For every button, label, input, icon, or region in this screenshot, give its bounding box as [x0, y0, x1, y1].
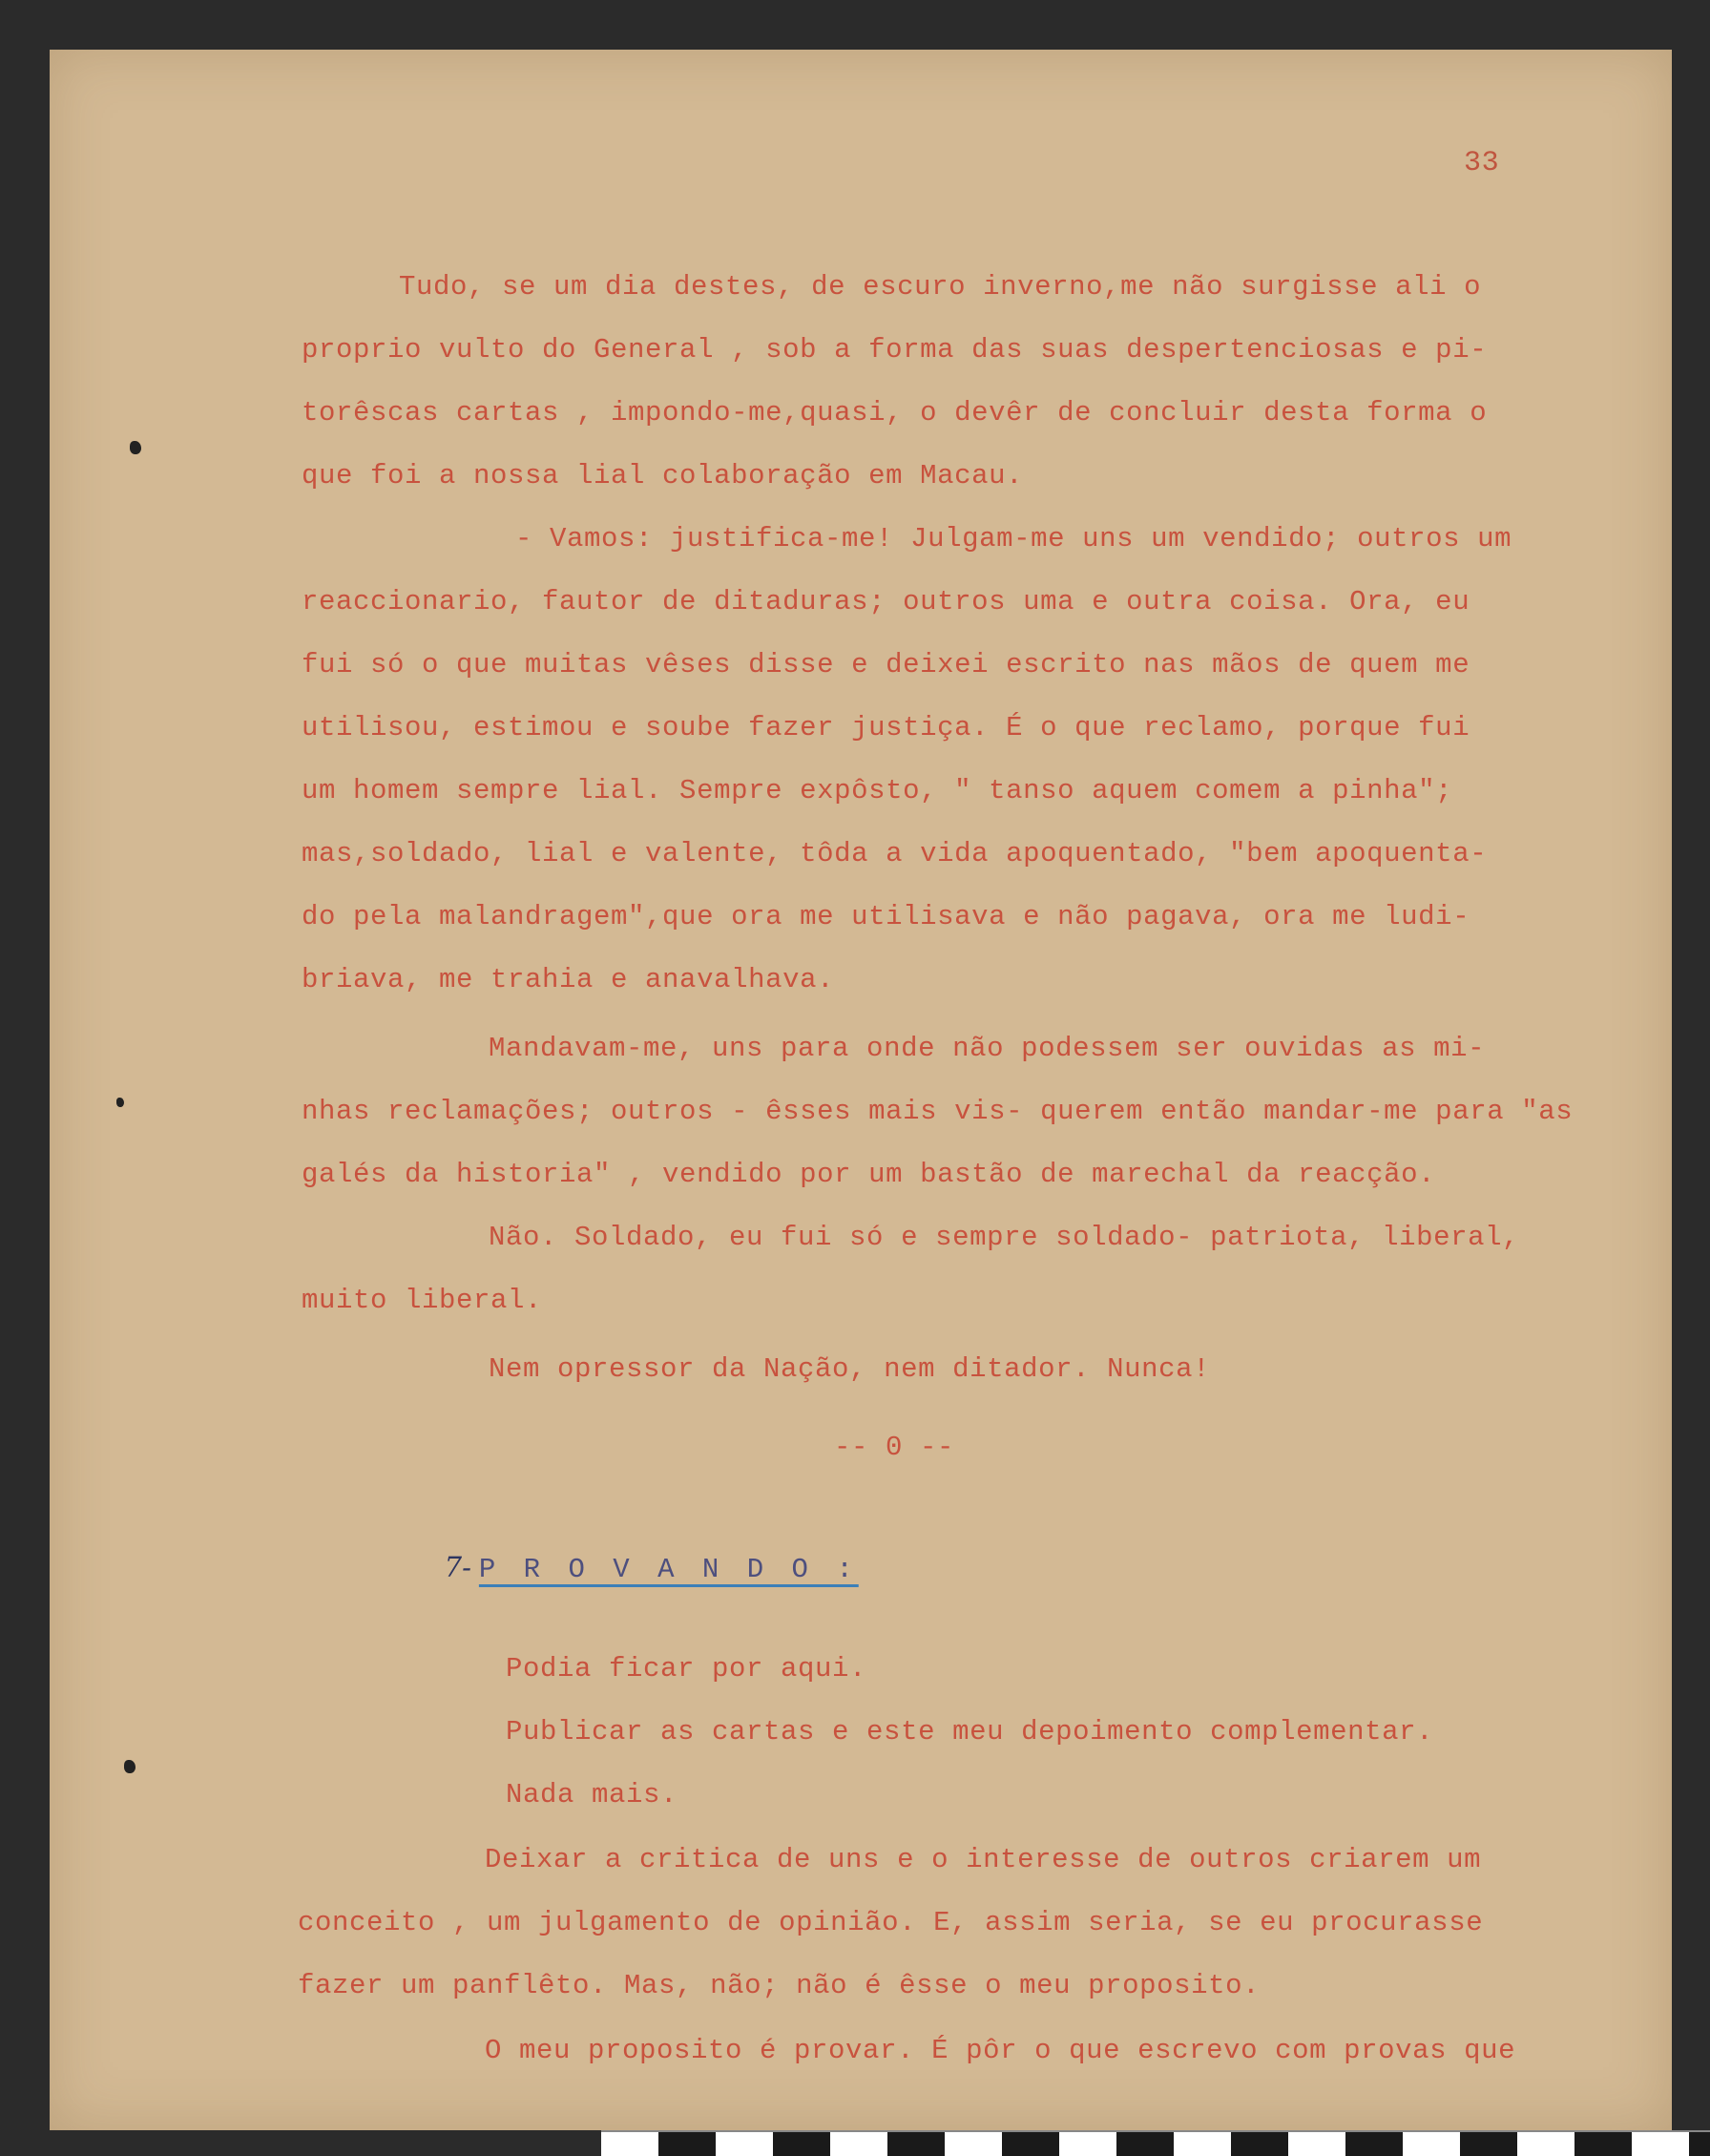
- text-line: Deixar a critica de uns e o interesse de outros criarem um: [485, 1844, 1482, 1875]
- text-line: torêscas cartas , impondo-me,quasi, o devêr de concluir desta forma o: [302, 397, 1488, 429]
- section-separator: -- 0 --: [834, 1432, 955, 1463]
- text-line: que foi a nossa lial colaboração em Macau.: [302, 460, 1024, 492]
- section-number: 7-: [444, 1551, 471, 1583]
- text-line: briava, me trahia e anavalhava.: [302, 964, 835, 995]
- text-line: nhas reclamações; outros - êsses mais vis- querem então mandar-me para "as: [302, 1096, 1574, 1127]
- text-line: Publicar as cartas e este meu depoimento complementar.: [506, 1716, 1434, 1748]
- text-line: Não. Soldado, eu fui só e sempre soldado- patriota, liberal,: [489, 1222, 1520, 1253]
- text-line: Nem opressor da Nação, nem ditador. Nunca!: [489, 1353, 1211, 1385]
- document-page: [50, 50, 1672, 2130]
- section-title: P R O V A N D O :: [478, 1554, 859, 1585]
- text-line: mas,soldado, lial e valente, tôda a vida apoquentado, "bem apoquenta-: [302, 838, 1488, 869]
- text-line: fui só o que muitas vêses disse e deixei escrito nas mãos de quem me: [302, 649, 1470, 680]
- section-heading: [355, 1519, 859, 1617]
- text-line: galés da historia" , vendido por um bastão de marechal da reacção.: [302, 1159, 1436, 1190]
- text-line: Podia ficar por aqui.: [506, 1653, 867, 1685]
- text-line: Tudo, se um dia destes, de escuro inverno,me não surgisse ali o: [399, 271, 1482, 303]
- text-line: Nada mais.: [506, 1779, 678, 1811]
- text-line: fazer um panflêto. Mas, não; não é êsse o meu proposito.: [298, 1970, 1261, 2001]
- ink-speck: [116, 1098, 124, 1107]
- text-line: reaccionario, fautor de ditaduras; outros uma e outra coisa. Ora, eu: [302, 586, 1470, 617]
- text-line: Mandavam-me, uns para onde não podessem ser ouvidas as mi-: [489, 1033, 1486, 1064]
- text-line: proprio vulto do General , sob a forma das suas despertenciosas e pi-: [302, 334, 1488, 366]
- scale-ruler: [601, 2130, 1710, 2156]
- ink-speck: [124, 1760, 136, 1773]
- text-line: do pela malandragem",que ora me utilisava e não pagava, ora me ludi-: [302, 901, 1470, 932]
- text-line: - Vamos: justifica-me! Julgam-me uns um vendido; outros um: [515, 523, 1512, 555]
- text-line: muito liberal.: [302, 1285, 543, 1316]
- text-line: conceito , um julgamento de opinião. E, assim seria, se eu procurasse: [298, 1907, 1484, 1938]
- text-line: utilisou, estimou e soube fazer justiça. É o que reclamo, porque fui: [302, 712, 1470, 743]
- text-line: um homem sempre lial. Sempre expôsto, " tanso aquem comem a pinha";: [302, 775, 1453, 806]
- text-line: O meu proposito é provar. É pôr o que escrevo com provas que: [485, 2035, 1516, 2066]
- ink-speck: [130, 441, 141, 454]
- page-number: 33: [1464, 147, 1500, 179]
